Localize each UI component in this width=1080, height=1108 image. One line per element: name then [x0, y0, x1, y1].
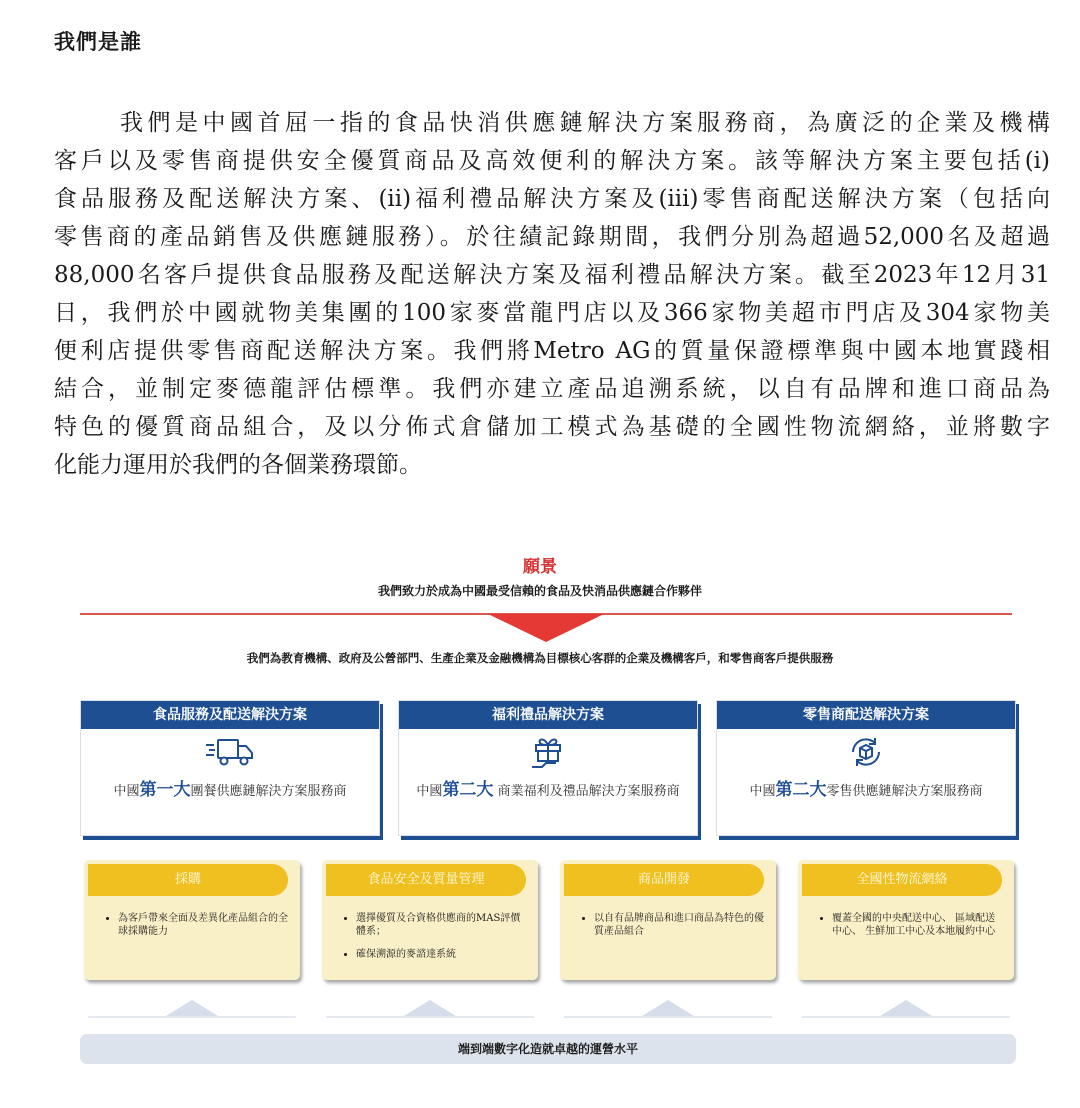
up-triangle-icon: [880, 1000, 932, 1016]
capability-title: 全國性物流網絡: [802, 864, 1002, 896]
vision-title: 願景: [523, 557, 557, 577]
capability-bullet: • 覆蓋全國的中央配送中心、 區域配送中心、 生鮮加工中心及本地履約中心: [832, 912, 1002, 938]
supply-cycle-icon: [847, 733, 885, 771]
delivery-truck-icon: [204, 736, 256, 768]
capability-bullet: • 為客戶帶來全面及差異化產品組合的全球採購能力: [118, 912, 288, 938]
pillar-base: [564, 1016, 772, 1018]
gift-box-icon: [528, 735, 568, 769]
paragraph-line: 特色的優質商品組合，及以分佈式倉儲加工模式為基礎的全國性物流網絡，並將數字: [54, 414, 1050, 440]
solution-description: 中國第一大團餐供應鏈解決方案服務商: [113, 780, 347, 800]
solution-description: 中國第二大 商業福利及禮品解決方案服務商: [416, 780, 680, 800]
capability-bullet: • 選擇優質及合資格供應商的MAS評價體系；: [356, 912, 526, 938]
capability-card-procurement: [84, 860, 300, 980]
section-heading: 我們是誰: [54, 30, 142, 54]
solution-title: 福利禮品解決方案: [399, 701, 697, 729]
paragraph-line: 零售商的產品銷售及供應鏈服務）。於往績記錄期間，我們分別為超過52,000名及超過: [54, 224, 1050, 250]
solution-card-welfare-gifts: [398, 700, 698, 836]
foundation-banner: 端到端數字化造就卓越的運營水平: [80, 1034, 1016, 1064]
up-triangle-icon: [404, 1000, 456, 1016]
capability-title: 食品安全及質量管理: [326, 864, 526, 896]
capability-card-logistics: [798, 860, 1014, 980]
solution-card-food-service: [80, 700, 380, 836]
down-arrow-icon: [488, 614, 604, 642]
paragraph-line: 客戶以及零售商提供安全優質商品及高效便利的解決方案。該等解決方案主要包括(i): [54, 148, 1050, 174]
solution-card-retail-distribution: [716, 700, 1016, 836]
up-triangle-icon: [642, 1000, 694, 1016]
paragraph-line: 日，我們於中國就物美集團的100家麥當龍門店以及366家物美超市門店及304家物美: [54, 300, 1050, 326]
paragraph-line: 化能力運用於我們的各個業務環節。: [54, 452, 422, 478]
paragraph-line: 我們是中國首屈一指的食品快消供應鏈解決方案服務商，為廣泛的企業及機構: [120, 110, 1050, 136]
capability-title: 商品開發: [564, 864, 764, 896]
solution-title: 食品服務及配送解決方案: [81, 701, 379, 729]
capability-bullet: • 以自有品牌商品和進口商品為特色的優質產品組合: [594, 912, 764, 938]
paragraph-line: 88,000名客戶提供食品服務及配送解決方案及福利禮品解決方案。截至2023年12月31: [54, 262, 1050, 288]
paragraph-line: 食品服務及配送解決方案、(ii)福利禮品解決方案及(iii)零售商配送解決方案（包括向: [54, 186, 1050, 212]
pillar-base: [802, 1016, 1010, 1018]
pillar-base: [326, 1016, 534, 1018]
capability-card-product-development: [560, 860, 776, 980]
mission-statement: 我們為教育機構、政府及公營部門、生產企業及金融機構為目標核心客群的企業及機構客戶，和零售商客戶提供服務: [246, 651, 834, 665]
capability-bullet: • 確保溯源的麥諮達系統: [356, 948, 526, 961]
solution-title: 零售商配送解決方案: [717, 701, 1015, 729]
capability-title: 採購: [88, 864, 288, 896]
paragraph-line: 結合，並制定麥德龍評估標準。我們亦建立產品追溯系統，以自有品牌和進口商品為: [54, 376, 1050, 402]
vision-statement: 我們致力於成為中國最受信賴的食品及快消品供應鏈合作夥伴: [377, 584, 702, 598]
intro-paragraph: [54, 104, 1050, 484]
pillar-base: [88, 1016, 296, 1018]
paragraph-line: 便利店提供零售商配送解決方案。我們將Metro AG的質量保證標準與中國本地實踐相: [54, 338, 1050, 364]
capability-card-food-safety: [322, 860, 538, 980]
up-triangle-icon: [166, 1000, 218, 1016]
solution-description: 中國第二大零售供應鏈解決方案服務商: [749, 780, 983, 800]
